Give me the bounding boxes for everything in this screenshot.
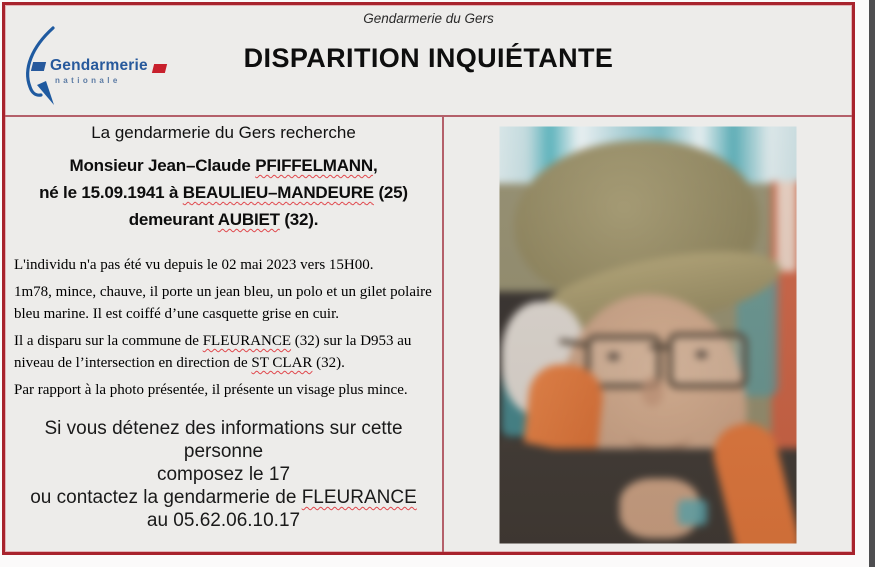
left-column	[5, 117, 442, 552]
cta-line-dial17: composez le 17	[156, 464, 291, 485]
missing-person-poster	[2, 2, 855, 555]
identity-text: demeurant	[128, 210, 218, 229]
identity-text: Monsieur Jean–Claude	[69, 156, 256, 175]
detail-description: 1m78, mince, chauve, il porte un jean bleu, un polo et un gilet polaire bleu marine. Il est coiffé d’une casquette grise en cuir.	[14, 284, 432, 322]
misspelled-word: FLEURANCE	[202, 333, 292, 349]
logo-red-parallelogram	[152, 64, 167, 73]
cta-line-contact	[5, 486, 442, 509]
misspelled-word: PFIFFELMANN	[255, 156, 373, 175]
call-to-action-block	[5, 417, 442, 532]
top-banner: Gendarmerie du Gers	[363, 11, 494, 26]
missing-person-photo	[500, 126, 797, 543]
detail-text: (32) sur la D953 au niveau de l’intersection en direction de	[14, 333, 412, 371]
right-column	[442, 117, 852, 552]
cta-text: ou contactez la gendarmerie de	[30, 487, 302, 508]
photo-tone-overlay	[500, 126, 797, 543]
identity-text: (32).	[279, 210, 319, 229]
detail-text: Il a disparu sur la commune de	[14, 333, 203, 349]
misspelled-word: BEAULIEU–MANDEURE	[182, 183, 374, 202]
identity-text: né le 15.09.1941 à	[39, 183, 183, 202]
logo-blue-parallelogram	[31, 62, 46, 71]
detail-photo-note: Par rapport à la photo présentée, il présente un visage plus mince.	[14, 382, 408, 398]
gendarmerie-nationale-logo	[17, 25, 147, 117]
identity-line-name	[5, 156, 442, 176]
page-title: DISPARITION INQUIÉTANTE	[243, 43, 614, 73]
identity-text: (25)	[373, 183, 408, 202]
misspelled-word: AUBIET	[217, 210, 280, 229]
identity-line-residence	[5, 210, 442, 230]
cta-line-info: Si vous détenez des informations sur cette personne	[44, 418, 403, 462]
poster-header	[5, 5, 852, 115]
misspelled-word: FLEURANCE	[301, 487, 417, 508]
misspelled-word: ST CLAR	[251, 355, 313, 371]
logo-subtitle: nationale	[55, 76, 121, 85]
logo-wordmark: Gendarmerie	[50, 57, 148, 74]
intro-line: La gendarmerie du Gers recherche	[91, 123, 356, 142]
identity-text: ,	[372, 156, 378, 175]
detail-text: (32).	[312, 355, 345, 371]
cta-line-phone: au 05.62.06.10.17	[146, 510, 301, 531]
detail-location	[14, 330, 434, 374]
identity-line-birth	[5, 183, 442, 203]
details-block	[14, 254, 434, 401]
identity-block	[5, 156, 442, 230]
detail-last-seen: L'individu n'a pas été vu depuis le 02 mai 2023 vers 15H00.	[14, 257, 374, 273]
logo-wordmark-row	[32, 58, 166, 74]
screen-edge-strip	[869, 0, 875, 567]
poster-body	[5, 115, 852, 552]
